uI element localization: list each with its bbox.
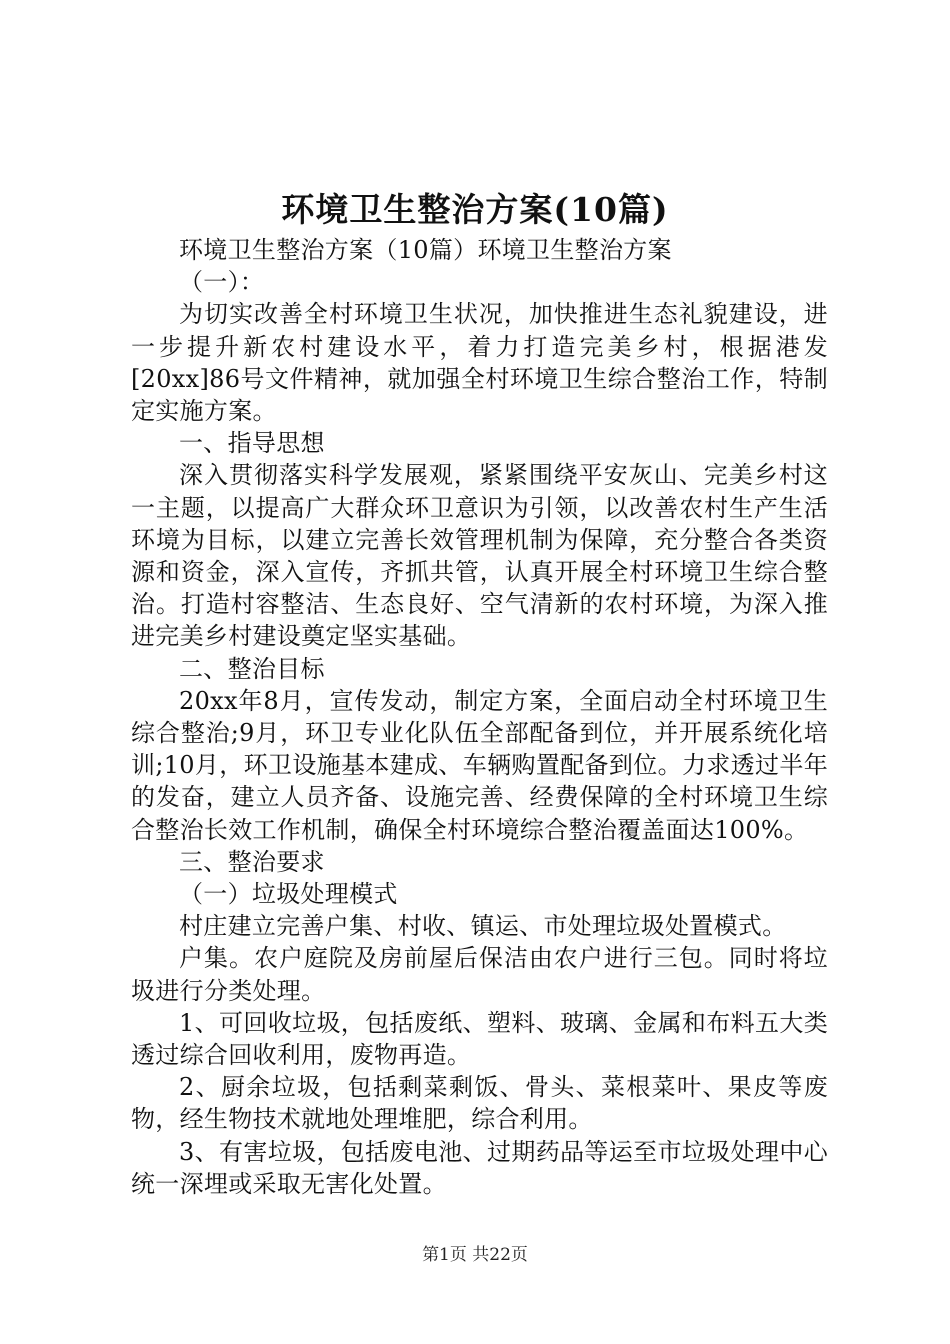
paragraph: 深入贯彻落实科学发展观，紧紧围绕平安灰山、完美乡村这一主题，以提高广大群众环卫意识为引领，以改善农村生产生活环境为目标，以建立完善长效管理机制为保障，充分整合各类资源和资金，深入宣传，齐抓共管，认真开展全村环境卫生综合整治。打造村容整洁、生态良好、空气清新的农村环境，为深入推进完美乡村建设奠定坚实基础。 <box>131 461 828 651</box>
section-heading: 二、整治目标 <box>179 654 325 683</box>
paragraph: （一）： <box>179 268 265 297</box>
document-body <box>131 234 828 1200</box>
paragraph: 环境卫生整治方案（10篇）环境卫生整治方案 <box>179 236 672 264</box>
paragraph: 20xx年8月，宣传发动，制定方案，全面启动全村环境卫生综合整治;9月，环卫专业化队伍全部配备到位，并开展系统化培训;10月，环卫设施基本建成、车辆购置配备到位。力求透过半年的发奋，建立人员齐备、设施完善、经费保障的全村环境卫生综合整治长效工作机制，确保全村环境综合整治覆盖面达100%。 <box>131 686 828 844</box>
section-heading: 三、整治要求 <box>179 847 325 876</box>
paragraph: 户集。农户庭院及房前屋后保洁由农户进行三包。同时将垃圾进行分类处理。 <box>131 944 828 1005</box>
page-number-footer: 第1页 共22页 <box>422 1245 528 1265</box>
list-item: 1、可回收垃圾，包括废纸、塑料、玻璃、金属和布料五大类透过综合回收利用，废物再造。 <box>131 1008 828 1070</box>
document-title: 环境卫生整治方案(10篇) <box>281 190 669 229</box>
paragraph: 村庄建立完善户集、村收、镇运、市处理垃圾处置模式。 <box>179 912 787 941</box>
paragraph: 为切实改善全村环境卫生状况，加快推进生态礼貌建设，进一步提升新农村建设水平，着力打造完美乡村，根据港发[20xx]86号文件精神，就加强全村环境卫生综合整治工作，特制定实施方案。 <box>131 300 828 426</box>
section-heading: 一、指导思想 <box>179 429 325 458</box>
subsection-heading: （一）垃圾处理模式 <box>179 880 398 909</box>
list-item: 2、厨余垃圾，包括剩菜剩饭、骨头、菜根菜叶、果皮等废物，经生物技术就地处理堆肥，综合利用。 <box>131 1073 828 1134</box>
list-item: 3、有害垃圾，包括废电池、过期药品等运至市垃圾处理中心统一深埋或采取无害化处置。 <box>131 1137 828 1198</box>
